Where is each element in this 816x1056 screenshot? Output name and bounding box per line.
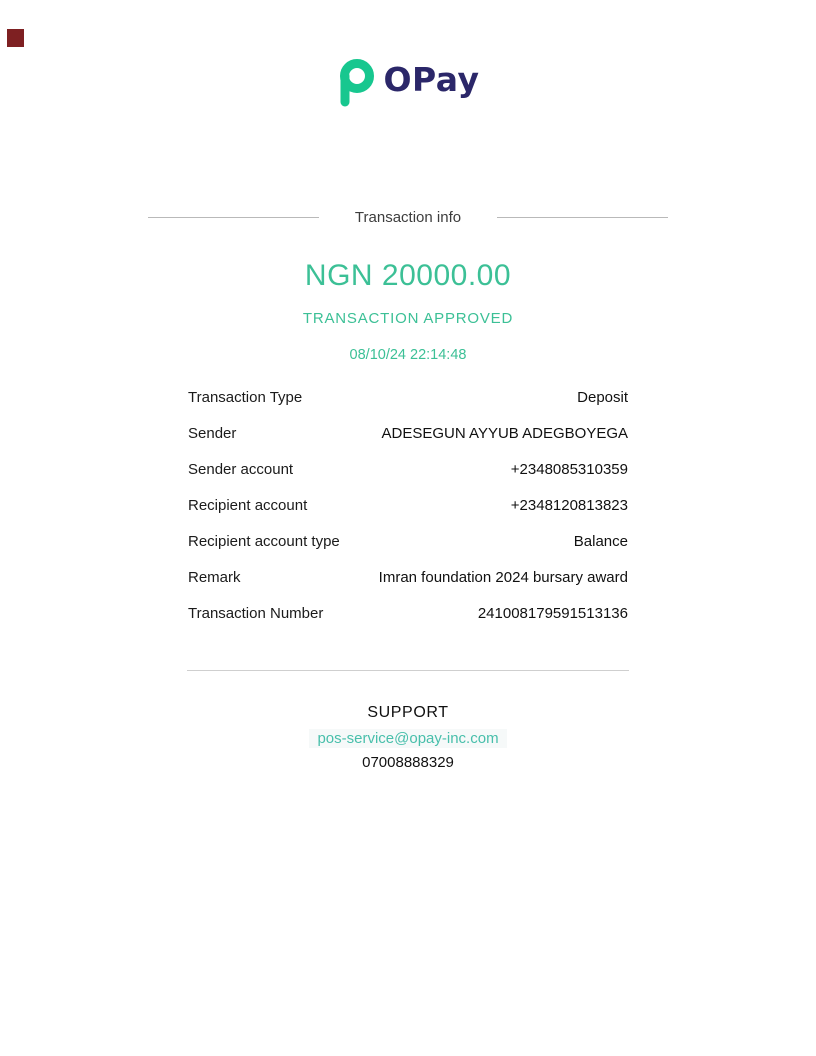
table-row [188, 497, 628, 533]
support-title: SUPPORT [367, 704, 449, 721]
opay-p-icon [336, 57, 374, 109]
row-label: Transaction Type [188, 389, 303, 406]
right-rule-line [497, 217, 668, 218]
row-value: +2348085310359 [510, 461, 628, 478]
left-rule-line [148, 217, 319, 218]
row-value: Imran foundation 2024 bursary award [378, 569, 628, 586]
transaction-datetime: 08/10/24 22:14:48 [349, 347, 467, 363]
section-header [148, 209, 668, 226]
support-phone: 07008888329 [362, 754, 454, 771]
section-title: Transaction info [354, 209, 462, 226]
row-value: +2348120813823 [510, 497, 628, 514]
row-label: Sender [188, 425, 237, 442]
row-label: Remark [188, 569, 241, 586]
row-label: Sender account [188, 461, 294, 478]
support-email-link[interactable]: pos-service@opay-inc.com [309, 729, 506, 748]
support-section [0, 704, 816, 771]
table-row [188, 461, 628, 497]
details-table [188, 389, 628, 641]
brand-name: OPay [383, 60, 480, 99]
table-row [188, 389, 628, 425]
row-value: 241008179591513136 [477, 605, 628, 622]
opay-logo [0, 0, 816, 110]
footer-divider-line [187, 670, 629, 671]
table-row [188, 605, 628, 641]
transaction-status: TRANSACTION APPROVED [302, 310, 514, 327]
transaction-summary [0, 259, 816, 363]
table-row [188, 569, 628, 605]
red-corner-mark [7, 29, 24, 47]
table-row [188, 425, 628, 461]
table-row [188, 533, 628, 569]
row-label: Recipient account [188, 497, 308, 514]
row-value: Deposit [577, 389, 628, 406]
row-value: ADESEGUN AYYUB ADEGBOYEGA [381, 425, 628, 442]
row-label: Transaction Number [188, 605, 324, 622]
row-value: Balance [573, 533, 628, 550]
transaction-amount: NGN 20000.00 [304, 259, 512, 292]
row-label: Recipient account type [188, 533, 340, 550]
